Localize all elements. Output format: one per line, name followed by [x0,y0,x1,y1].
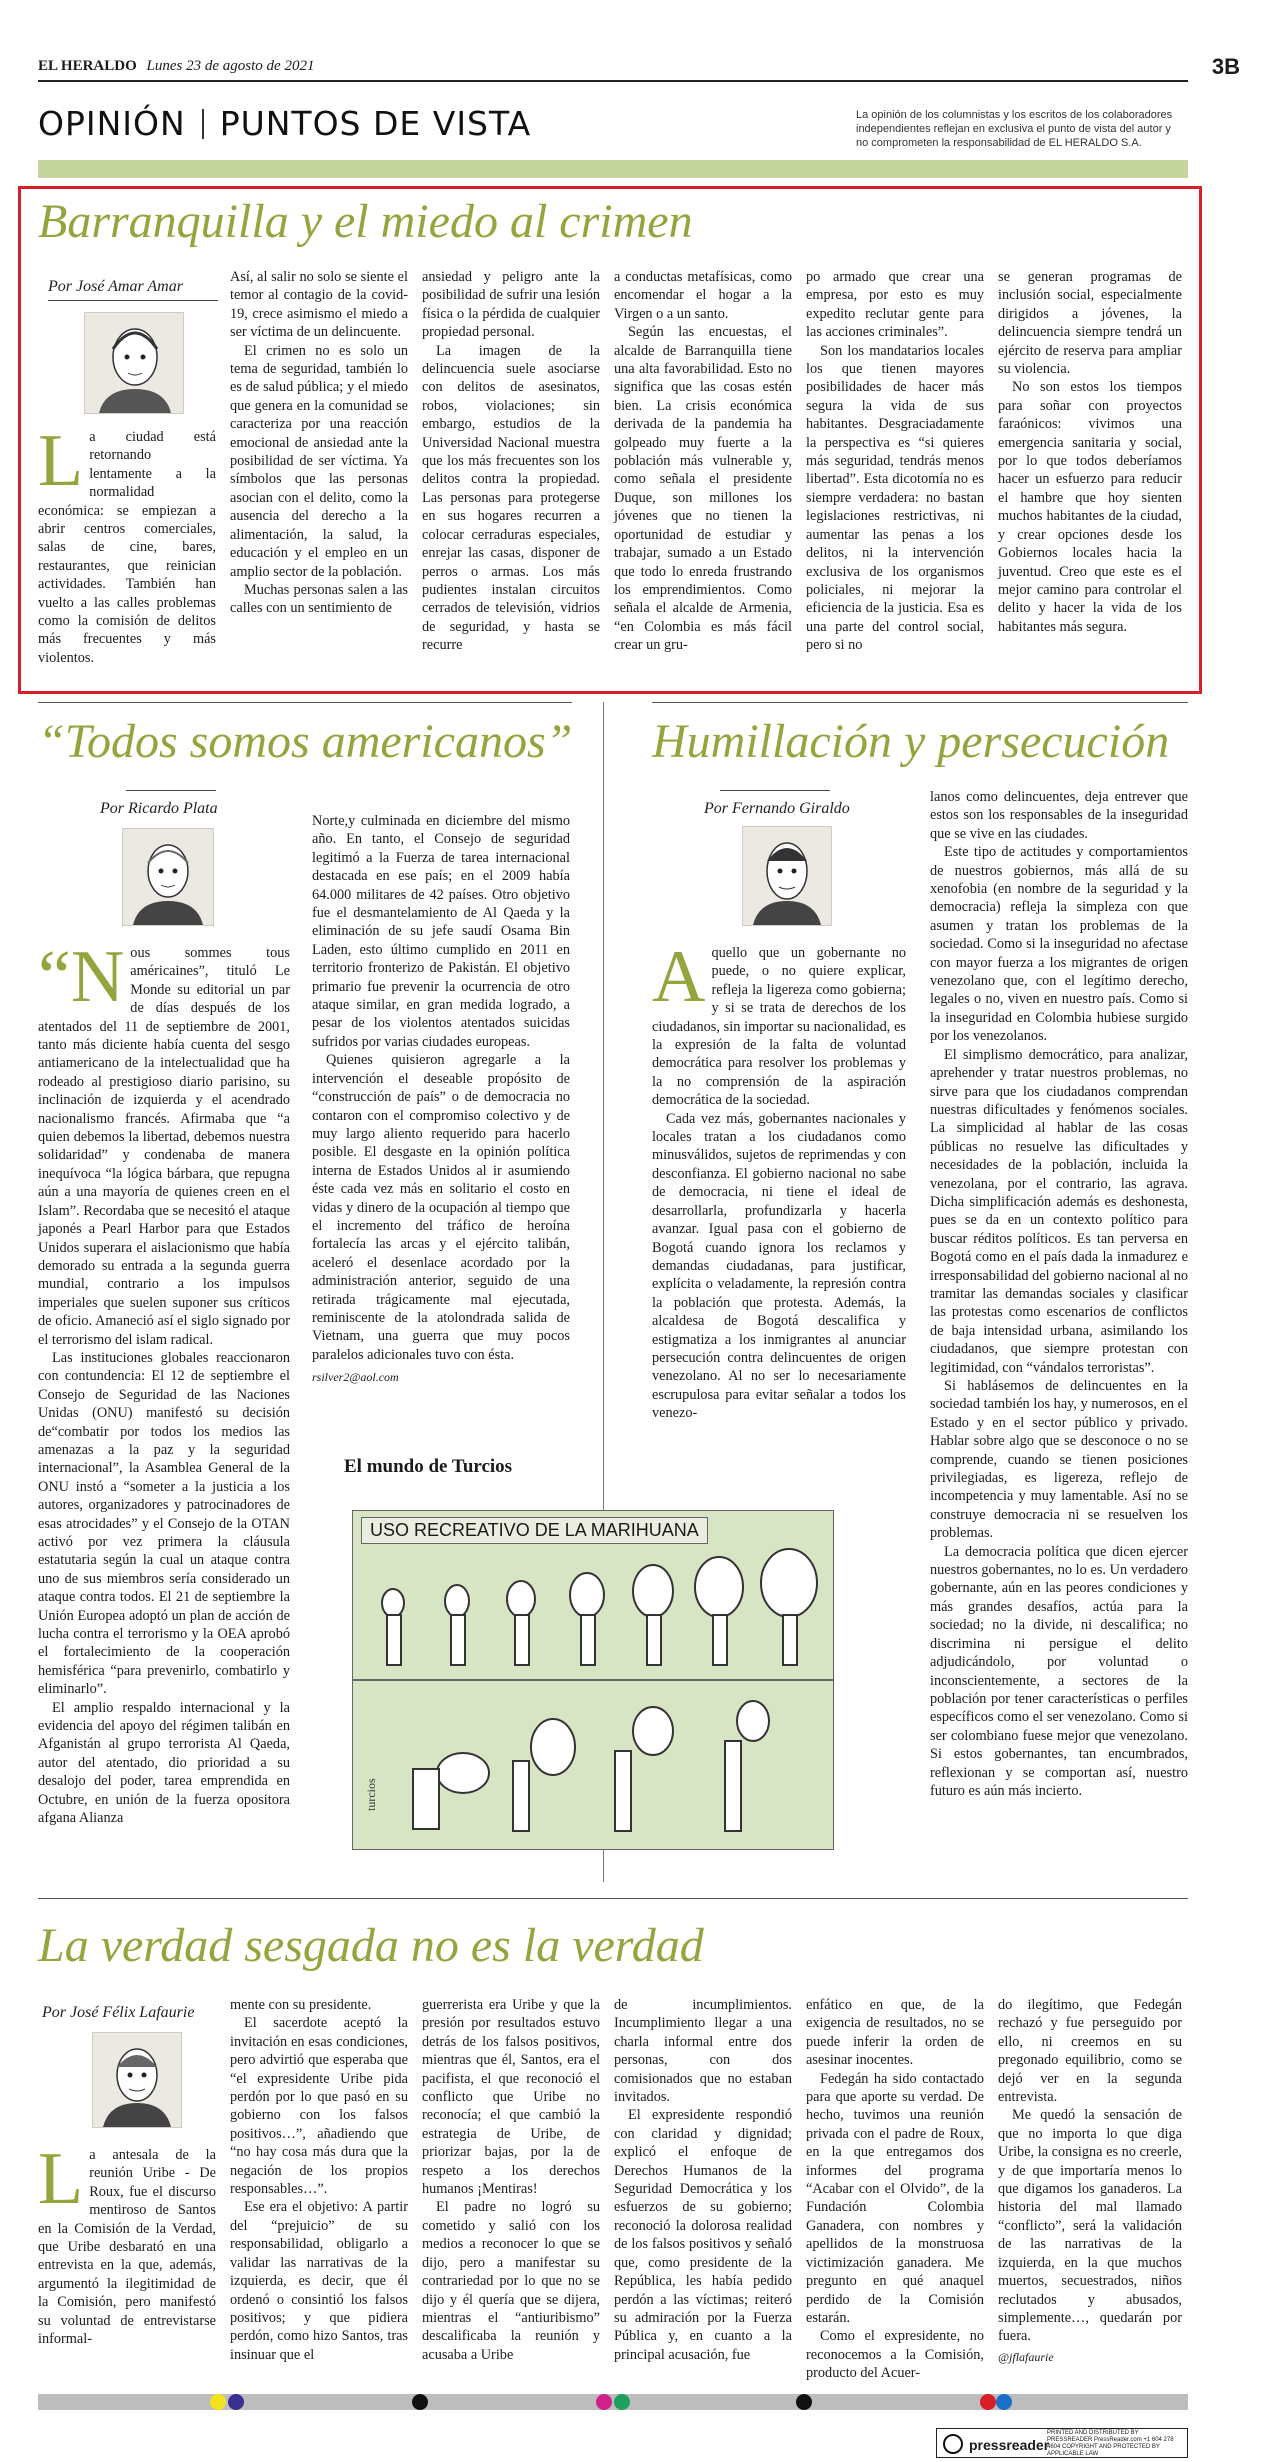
article-paragraph: Ese era el objetivo: A partir del “prejuicio” de su responsabilidad, obligarlo a validar las narrativas de la izquierda, es decir, que él ordenó o consintió los falsos positivos; y que pidiera perdón, como hizo Santos, tras insinuar que el [230,2199,408,2363]
article-paragraph: Muchas personas salen a las calles con un sentimiento de [230,581,408,617]
register-dot-green [614,2394,630,2410]
register-dot-blue [228,2394,244,2410]
pressreader-name: pressreader [969,2437,1050,2453]
author-portrait-amar [84,312,184,414]
section-opinion: OPINIÓN [38,104,186,143]
register-dot-yellow [210,2394,226,2410]
article-paragraph: No son estos los tiempos para soñar con proyectos faraónicos: vivimos una emergencia sanitaria y social, por lo que todos deberíamos hacer un esfuerzo para reducir el hambre que hoy sienten muchos habitantes de la ciudad, y crear opciones desde los Gobiernos locales hacia la juventud. Creo que este es el mejor camino para controlar el delito y hacer la vida de los habitantes más segura. [998,379,1182,635]
article-a3-col-1 [652,936,906,1423]
article-paragraph: quello que un gobernante no puede, o no quiere explicar, refleja la ligereza como gobierna; y si se trata de derechos de los ciudadanos, sin importar su nacionalidad, es la expresión de la falta de voluntad democrática para resolver los problemas y la no comprensión de la aspiración democrática de la sociedad. [652,945,906,1109]
byline-rule [48,300,218,301]
article-title-humillacion[interactable]: Humillación y persecución [652,715,1170,768]
author-portrait-lafaurie [92,2032,182,2128]
article-paragraph: se generan programas de inclusión social, especialmente dirigidos a jóvenes, la delincuencia siempre tendrá un ejército de reserva para ampliar su violencia. [998,269,1182,378]
article-paragraph: po armado que crear una empresa, por esto es muy expedito reclutar gente para las acciones criminales”. [806,269,984,341]
article-a4-col-2 [230,1996,408,2364]
dropcap: L [38,420,84,502]
article-paragraph: do ilegítimo, que Fedegán rechazó y fue perseguido por ello, ni creemos en su pregonado equilibrio, como se dejó ver en la segunda entrevista. [998,1997,1182,2106]
article-text [998,1996,1182,2346]
article-paragraph: Son los mandatarios locales los que tienen mayores posibilidades de hacer más segura la vida de sus habitantes. Desgraciadamente la perspectiva es “si quieres más seguridad, tendrás menos libertad”. Esta dicotomía no es siempre verdadera: no bastan legislaciones restrictivas, ni aumentar las penas a los delitos, ni la intervención exclusiva de los organismos policiales, ni mejorar la eficiencia de la justicia. Esa es una parte del control social, pero si no [806,342,984,654]
pressreader-logo[interactable] [936,2428,1188,2458]
pressreader-small-print: PRINTED AND DISTRIBUTED BY PRESSREADER PressReader.com +1 604 278 4604 COPYRIGHT AND PROTECTED BY APPLICABLE LAW [1047,2430,1174,2457]
article-a4-col-3 [422,1996,600,2364]
article-text: a antesala de la reunión Uribe - De Roux, fue el discurso mentiroso de Santos en la Comisión de la Verdad, que Uribe desbarató en una entrevista en la que, además, argumentó la ilegitimidad de la Comisión, pero manifestó su voluntad de entrevistarse informal- [38,2147,216,2348]
author-email[interactable]: rsilver2@aol.com [312,1370,399,1385]
article-paragraph: a conductas metafísicas, como encomendar el hogar a la Virgen o a un santo. [614,269,792,322]
article-a1-col-1 [38,420,216,667]
byline-giraldo: Por Fernando Giraldo [704,800,850,817]
article-paragraph: ansiedad y peligro ante la posibilidad de sufrir una lesión física o la pérdida de cualquier propiedad personal. [422,269,600,341]
article-a4-col-1 [38,2138,216,2348]
article-a1-col-2 [230,268,408,618]
article-text [38,936,290,1828]
article-paragraph: Como el expresidente, no reconocemos a la Comisión, producto del Acuer- [806,2328,984,2382]
newspaper-name: EL HERALDO [38,58,137,74]
author-portrait-plata [122,828,214,926]
cartoon-caption: USO RECREATIVO DE LA MARIHUANA [361,1517,708,1544]
article-a4-col-5 [806,1996,984,2383]
register-dot-black [412,2394,428,2410]
article-paragraph: El amplio respaldo internacional y la evidencia del apoyo del régimen talibán en Afganistán al grupo terrorista Al Qaeda, autor del atentado, dio prioridad a su desalojo del poder, tarea emprendida en Octubre, en unión de la fuerza opositora afgana Alianza [38,1699,290,1827]
article-paragraph: El crimen no es solo un tema de seguridad, también lo es de salud pública; y el miedo que genera en la comunidad se caracteriza por una reacción emocional de ansiedad ante la posibilidad de ser víctima. Ya símbolos que las personas asocian con el delito, como la ausencia del derecho a la alimentación, la salud, la educación y el empleo en un amplio sector de la población. [230,342,408,580]
issue-date: Lunes 23 de agosto de 2021 [146,58,315,74]
article-paragraph: lanos como delincuentes, deja entrever que estos son los responsables de la inseguridad que se vive en las ciudades. [930,789,1188,842]
dropcap: A [652,936,706,1018]
article-divider [652,702,1188,703]
section-divider [202,109,204,139]
article-title-barranquilla[interactable]: Barranquilla y el miedo al crimen [38,195,693,248]
section-color-band [38,160,1188,178]
register-dot-red [980,2394,996,2410]
byline-plata: Por Ricardo Plata [100,800,218,817]
masthead [38,58,314,75]
article-paragraph: La imagen de la delincuencia suele asociarse con delitos de asesinatos, robos, violaciones; sin embargo, estudios de la Universidad Nacional muestra que los más frecuentes son los delitos contra la propiedad. Las personas para protegerse en sus hogares recurren a colocar cerraduras especiales, enrejar las casas, disponer de perros o armas. Los más pudientes instalan circuitos cerrados de televisión, vidrios de seguridad, y hasta se recurre [422,342,600,654]
article-a3-col-2 [930,788,1188,1800]
article-paragraph: Norte,y culminada en diciembre del mismo año. En tanto, el Consejo de seguridad legitimó a la Fuerza de tarea internacional destacada en ese país; en el 2009 había 64.000 militares de 42 países. Otro objetivo fue el desmantelamiento de Al Qaeda y la eliminación de su jefe saudí Osama Bin Laden, esto último cumplido en 2011 en territorio fronterizo de Pakistán. El objetivo primario fue prevenir la ocurrencia de otro ataque similar, en gran medida logrado, a pesar de los violentos atentados suicidas sufridos por varias ciudades europeas. [312,813,570,1050]
article-paragraph: Fedegán ha sido contactado para que aporte su verdad. De hecho, tuvimos una reunión privada con el padre de Roux, en la que entregamos dos informes del programa “Acabar con el Olvido”, de la Fundación Colombia Ganadera, con nombres y apellidos de la monstruosa victimización ganadera. Me pregunto en qué anaquel perdido de la Comisión estarán. [806,2070,984,2326]
article-paragraph: mente con su presidente. [230,1997,372,2013]
article-paragraph: Quienes quisieron agregarle a la intervención el deseable propósito de “construcción de país” o de democracia no contaron con el compromiso colectivo y de muy largo aliento requerido para hacerlo posible. El desgaste en la opinión política interna de Estados Unidos al ir asumiendo éste cada vez más en solitario el costo en vidas y dinero de la ocupación al tiempo que el incremento del tráfico de heroína fortalecía las arcas y el ejército talibán, aceleró el desenlace acordado por la administración anterior, seguido de una retirada trágicamente mal ejecutada, reminiscente de la atolondrada salida de Vietnam, una guerra que muy pocos paralelos adicionales tuvo con ésta. [312,1052,570,1363]
article-a2-col-1 [38,936,290,1828]
article-divider [38,1898,1188,1899]
page-number: 3B [1211,54,1240,79]
article-paragraph: de incumplimientos. Incumplimiento llegar a una charla informal entre dos personas, con dos comisionados que no estaban invitados. [614,1997,792,2106]
article-paragraph: Cada vez más, gobernantes nacionales y locales tratan a los ciudadanos como minusválidos, sujetos de reprimendas y con desconfianza. El gobierno nacional no sabe de democracia, ni tiene el ideal de desarrollarla, profundizarla y hacerla avanzar. Igual pasa con el gobierno de Bogotá cuando ignora los reclamos y demandas ciudadanas, para justificar, explícita o veladamente, la represión contra la población que protesta. Además, la alcaldesa de Bogotá descalifica y estigmatiza a los inmigrantes al anunciar persecución contra delincuentes de origen venezolano. Al no ser lo necesariamente escrupulosa para evitar señalar a todos los venezo- [652,1110,906,1422]
masthead-rule [38,80,1188,82]
article-a1-col-6 [998,268,1182,636]
article-paragraph: Según las encuestas, el alcalde de Barranquilla tiene una alta favorabilidad. Esto no significa que las cosas estén bien. La crisis económica derivada de la pandemia ha golpeado muy fuerte a la población más vulnerable y, como señala el presidente Duque, son millones los jóvenes que no tienen la oportunidad de estudiar y trabajar, sumado a un Estado que todo lo enreda frustrando los emprendimientos. Como señala el alcalde de Armenia, “en Colombia es más fácil crear un gru- [614,324,792,654]
disclaimer-note: La opinión de los columnistas y los escritos de los colaboradores independientes reflejan en exclusiva el punto de vista del autor y no comprometen la responsabilidad de EL HERALDO S.A. [856,109,1173,149]
dropcap: L [38,2138,84,2220]
author-portrait-giraldo [742,826,832,926]
article-text: a ciudad está retornando lentamente a la normalidad económica: se empiezan a abrir centros comerciales, salas de cine, bares, restaurantes, que reinician actividades. También han vuelto a las calles problemas como la comisión de delitos más frecuentes y más violentos. [38,429,216,666]
article-paragraph: Me quedó la sensación de que no importa lo que diga Uribe, la consigna es no creerle, y de que importaría menos lo que digamos los ganaderos. La historia del mal llamado “conflicto”, será la validación de las narrativas de la izquierda, en la que muchos muertos, secuestrados, niños reclutados y abusados, simplemente…, quedarán por fuera. [998,2107,1182,2345]
section-header [38,104,531,143]
byline-lafaurie: Por José Félix Lafaurie [42,2004,195,2021]
article-title-todos-somos-americanos[interactable]: “Todos somos americanos” [38,715,573,768]
cartoon-turcios [352,1510,834,1850]
article-divider [38,702,572,703]
article-paragraph: Así, al salir no solo se siente el temor al contagio de la covid-19, crece asimismo el miedo a ser víctima de un delincuente. [230,269,408,341]
article-paragraph: Este tipo de actitudes y comportamientos de nuestros gobiernos, más allá de su xenofobia (en nombre de la seguridad y la democracia) refleja la simpleza con que asumen y tratan los problemas de la sociedad. Como si la inseguridad no afectase con mayor fuerza a los migrantes de origen venezolano que, con el legítimo derecho, legales o no, viven en nuestro país. Como si la inseguridad en Colombia hubiese surgido por los venezolanos. [930,844,1188,1045]
article-a2-col-2 [312,812,570,1387]
article-paragraph: El simplismo democrático, para analizar, aprehender y tratar nuestros problemas, no sirve para que los ciudadanos comprendan nuestras dificultades y fenómenos sociales. La simplicidad al hablar de las cosas públicas no resuelve las dificultades y necesidades de la población, incluida la venezolana, por el contrario, las agrava. Dicha simplificación además es deshonesta, pues se da en un contexto político para buscar réditos políticos. Es tan perversa en Bogotá como en el país dada la inmadurez e irresponsabilidad del gobierno nacional al no tramitar las demandas sociales y clasificar las protestas como escenarios de conflictos de baja intensidad urbana, asimilando los ciudadanos, que siempre protestan con legitimidad, con “vándalos terroristas”. [930,1046,1188,1376]
article-paragraph: Si hablásemos de delincuentes en la sociedad también los hay, y numerosos, en el Estado y en el sector público y privado. Hablar sobre algo que se desconoce o no se comprende, cuando se tienen posiciones privilegiadas, es ligereza, reflejo de incompetencia y muy lamentable. Así no se construye democracia ni se resuelven los problemas. [930,1378,1188,1542]
article-a4-col-4 [614,1996,792,2364]
section-puntos-de-vista: PUNTOS DE VISTA [219,104,532,143]
dropcap: “N [38,936,125,1018]
article-paragraph: enfático en que, de la exigencia de resultados, no se puede inferir la orden de asesinar inocentes. [806,1997,984,2069]
article-paragraph: Las instituciones globales reaccionaron con contundencia: El 12 de septiembre el Consejo de Seguridad de las Naciones Unidas (ONU) manifestó su decisión de“combatir por todos los medios las amenazas a la paz y la seguridad internacional”, la Asamblea General de la ONU instó a “someter a la justicia a los autores, organizadores y patrocinadores de esas atrocidades” y el Consejo de la OTAN activó por vez primera la cláusula estatutaria según la cual un ataque contra uno de sus miembros sería considerado un ataque contra todos. El 21 de septiembre la Unión Europea adoptó un plan de acción de lucha contra el terrorismo y la OEA aprobó el fortalecimiento de la cooperación hemisférica “para prevenirlo, combatirlo y eliminarlo”. [38,1349,290,1698]
article-a1-col-4 [614,268,792,655]
register-dot-black [796,2394,812,2410]
article-a1-col-5 [806,268,984,655]
article-paragraph: El sacerdote aceptó la invitación en esas condiciones, pero advirtió que esperaba que “el expresidente Uribe pida perdón por lo que pasó en su gobierno con los falsos positivos…”, añadiendo que “no hay cosa más dura que la negación de los propios responsables…”. [230,2015,408,2198]
article-paragraph: guerrerista era Uribe y que la presión por resultados estuvo detrás de los falsos positivos, mientras que él, Santos, era el pacifista, el que reconoció el conflicto que Uribe no reconocía; el que cambió la estrategia de Uribe, de priorizar bajas, por la de respeto a los derechos humanos ¡Mentiras! [422,1997,600,2198]
byline-amar: Por José Amar Amar [48,278,183,295]
byline-rule [126,790,216,791]
article-paragraph: El expresidente respondió con claridad y dignidad; explicó el enfoque de Derechos Humanos de la Seguridad Democrática y los esfuerzos de su gobierno; reconoció la dolorosa realidad de los falsos positivos y señaló que, como presidente de la República, les había pedido perdón a las víctimas; reiteró su admiración por la Fuerza Pública y, en cuanto a la principal acusación, fue [614,2107,792,2363]
pressreader-icon [943,2434,963,2454]
byline-rule [720,790,830,791]
article-paragraph: La democracia política que dicen ejercer nuestros gobernantes, no lo es. Un verdadero gobernante, aún en las peores condiciones y más grandes desafíos, actúa para la sociedad; no la divide, ni descalifica; no discrimina ni persigue el delito adjudicándolo, por voluntad o inconscientemente, a sectores de la población por tener características o perfiles específicos como el ser venezolano. Como si ser colombiano fuese mejor que venezolano. Si estos gobernantes, tan encumbrados, reflexionan y se comportan así, nuestro futuro es aún más incierto. [930,1543,1188,1799]
article-a1-col-3 [422,268,600,655]
register-dot-cyan [996,2394,1012,2410]
article-text [312,812,570,1364]
cartoon-signature: turcios [364,1778,378,1811]
article-paragraph: ous sommes tous américaines”, tituló Le Monde su editorial un par de días después de los atentados del 11 de septiembre de 2001, tanto más diciente había cuenta del sesgo antiamericano de la intelectualidad que ha rodeado al prestigioso diario parisino, su inclinación de izquierda y el acendrado nacionalismo francés. Afirmaba que “a quien debemos la libertad, debemos nuestra solidaridad” y condenaba de manera inequívoca “la lógica bárbara, que repugna aún a una mayoría de quienes creen en el Islam”. Recordaba que se necesitó el ataque japonés a Pearl Harbor para que Estados Unidos superara el aislacionismo que había demorado su entrada a la segunda guerra mundial, contrario a los impulsos imperiales que suelen suponer sus críticos de oficio. Amaneció así el siglo signado por el terrorismo del islam radical. [38,945,290,1348]
article-paragraph: El padre no logró su cometido y salió con los medios a reconocer lo que se dijo, pero a manifestar su contrariedad por lo que no se dijo y él quería que se dijera, mientras el “antiuribismo” descalificaba la reunión y acusaba a Uribe [422,2199,600,2363]
cartoon-section-title: El mundo de Turcios [344,1456,513,1477]
article-title-la-verdad-sesgada[interactable]: La verdad sesgada no es la verdad [38,1919,704,1972]
author-twitter-handle[interactable]: @jflafaurie [998,2349,1054,2364]
register-dot-magenta [596,2394,612,2410]
article-a4-col-6 [998,1996,1182,2366]
